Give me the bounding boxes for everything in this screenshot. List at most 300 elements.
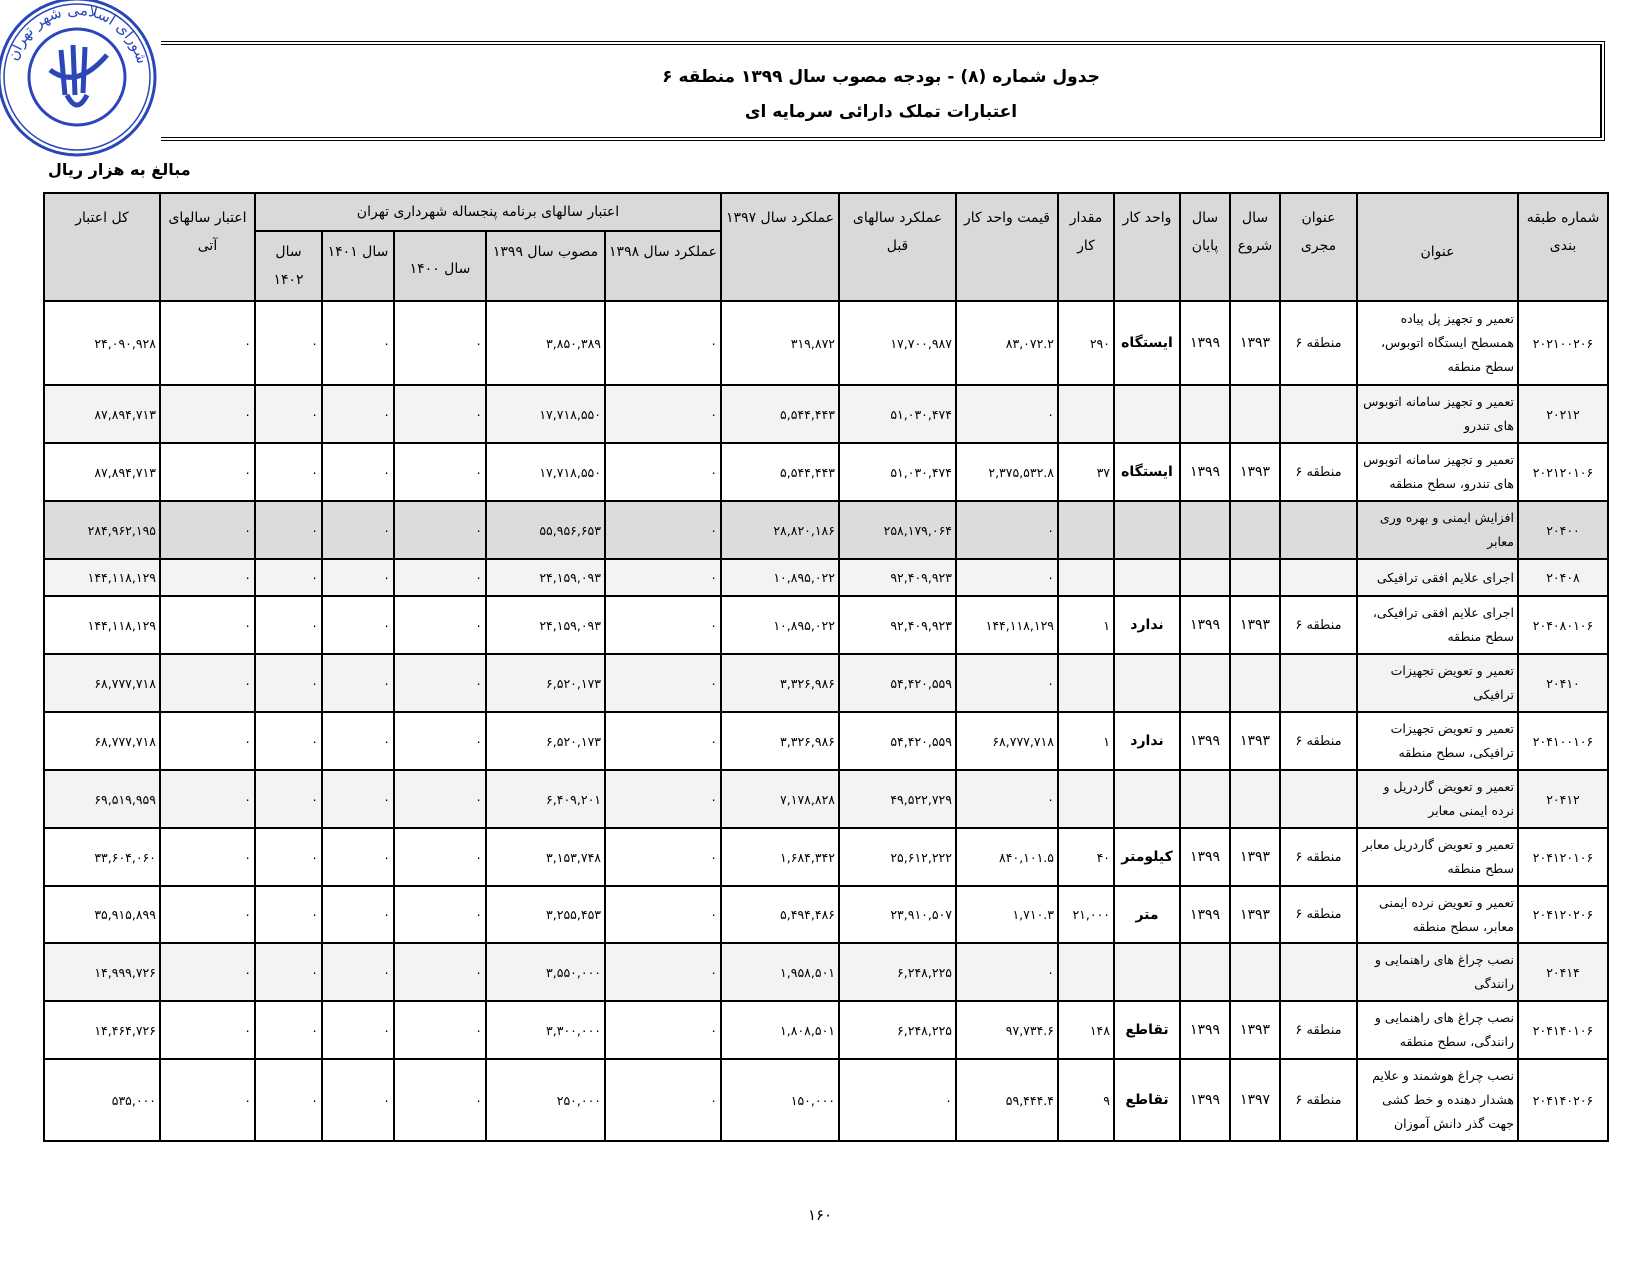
cell-value: ۰ [244, 849, 251, 865]
cell-value: ۰ [710, 1092, 717, 1108]
table-body [44, 301, 1608, 1141]
cell-future [160, 559, 255, 596]
cell-value: ۳۵,۹۱۵,۸۹۹ [94, 907, 156, 922]
cell-value: ۰ [710, 406, 717, 422]
cell-price [956, 886, 1058, 943]
cell-y1400 [394, 770, 486, 828]
cell-value: ۱,۹۵۸,۵۰۱ [780, 964, 835, 980]
cell-value: ۰ [244, 791, 251, 807]
budget-table [43, 192, 1609, 1142]
cell-code: ۲۰۴۱۲۰۱۰۶ [1518, 828, 1608, 886]
cell-y1401 [322, 559, 394, 596]
cell-future [160, 886, 255, 943]
cell-value: ۵۵,۹۵۶,۶۵۳ [539, 522, 601, 538]
cell-value: ۳,۳۰۰,۰۰۰ [546, 1022, 601, 1038]
cell-price [956, 596, 1058, 654]
cell-title: افزایش ایمنی و بهره وری معابر [1357, 501, 1518, 559]
cell-end [1180, 559, 1230, 596]
cell-future [160, 501, 255, 559]
cell-p1397 [721, 828, 839, 886]
cell-value: ۰ [710, 964, 717, 980]
cell-p1397 [721, 712, 839, 770]
cell-value: ۰ [383, 335, 390, 351]
cell-value: ۰ [311, 1022, 318, 1038]
title-box [161, 41, 1605, 141]
cell-code: ۲۰۴۱۴ [1518, 943, 1608, 1001]
cell-value: ۱ [1103, 733, 1110, 749]
cell-value: ۳,۳۲۶,۹۸۶ [780, 675, 835, 691]
cell-title: تعمیر و تجهیز سامانه اتوبوس های تندرو، سطح منطقه [1357, 443, 1518, 501]
cell-value: ۰ [475, 791, 482, 807]
cell-future [160, 301, 255, 385]
cell-end: ۱۳۹۹ [1180, 301, 1230, 385]
cell-future [160, 943, 255, 1001]
cell-value: ۱۷,۷۰۰,۹۸۷ [890, 335, 952, 351]
cell-value: ۰ [244, 733, 251, 749]
header-five-year-group: اعتبار سالهای برنامه پنجساله شهرداری تهران [255, 193, 721, 231]
cell-value: ۰ [311, 1092, 318, 1108]
cell-qty [1058, 301, 1114, 385]
header-work-qty: مقدار کار [1058, 193, 1114, 301]
cell-value: ۰ [311, 570, 318, 585]
cell-agency [1280, 501, 1357, 559]
cell-value: ۶۹,۵۱۹,۹۵۹ [94, 791, 156, 807]
cell-y1400 [394, 301, 486, 385]
cell-value: ۰ [710, 791, 717, 807]
table-row [44, 828, 1608, 886]
cell-value: ۹۲,۴۰۹,۹۲۳ [890, 570, 952, 585]
cell-future [160, 770, 255, 828]
cell-start: ۱۳۹۳ [1230, 301, 1280, 385]
cell-y1402 [255, 559, 322, 596]
header-agency: عنوان مجری [1280, 193, 1357, 301]
header-year-1400: سال ۱۴۰۰ [394, 231, 486, 301]
cell-code: ۲۰۴۱۲ [1518, 770, 1608, 828]
header-year-1401: سال ۱۴۰۱ [322, 231, 394, 301]
cell-start: ۱۳۹۳ [1230, 1001, 1280, 1059]
header-start-year: سال شروع [1230, 193, 1280, 301]
cell-value: ۰ [311, 675, 318, 691]
cell-p1397 [721, 1001, 839, 1059]
cell-p1397 [721, 559, 839, 596]
table-row [44, 770, 1608, 828]
cell-future [160, 712, 255, 770]
cell-value: ۰ [244, 907, 251, 922]
cell-end [1180, 943, 1230, 1001]
cell-p1398 [605, 828, 721, 886]
cell-start: ۱۳۹۳ [1230, 886, 1280, 943]
cell-value: ۰ [244, 570, 251, 585]
cell-unit [1114, 943, 1180, 1001]
cell-value: ۰ [383, 849, 390, 865]
cell-y1400 [394, 943, 486, 1001]
svg-text:شورای اسلامی شهر تهران: شورای اسلامی شهر تهران [3, 0, 152, 66]
cell-total [44, 301, 160, 385]
cell-prior [839, 301, 956, 385]
cell-title: نصب چراغ های راهنمایی و رانندگی [1357, 943, 1518, 1001]
cell-value: ۰ [710, 464, 717, 480]
cell-code: ۲۰۲۱۲ [1518, 385, 1608, 443]
cell-start: ۱۳۹۳ [1230, 596, 1280, 654]
cell-agency: منطقه ۶ [1280, 886, 1357, 943]
cell-agency: منطقه ۶ [1280, 828, 1357, 886]
cell-value: ۲۴,۱۵۹,۰۹۳ [539, 617, 601, 633]
cell-value: ۳,۵۵۰,۰۰۰ [546, 964, 601, 980]
cell-y1400 [394, 443, 486, 501]
cell-value: ۰ [710, 335, 717, 351]
table-row [44, 943, 1608, 1001]
cell-future [160, 654, 255, 712]
cell-value: ۱۷,۷۱۸,۵۵۰ [539, 464, 601, 480]
cell-a1399 [486, 559, 605, 596]
cell-value: ۲۱,۰۰۰ [1072, 907, 1110, 922]
cell-start [1230, 654, 1280, 712]
cell-value: ۰ [475, 617, 482, 633]
cell-value: ۰ [311, 617, 318, 633]
cell-p1397 [721, 596, 839, 654]
cell-future [160, 1059, 255, 1141]
cell-value: ۱۴,۴۶۴,۷۲۶ [94, 1022, 156, 1038]
cell-p1398 [605, 943, 721, 1001]
cell-a1399 [486, 501, 605, 559]
cell-code: ۲۰۴۰۸ [1518, 559, 1608, 596]
cell-agency [1280, 385, 1357, 443]
cell-agency [1280, 654, 1357, 712]
cell-end [1180, 501, 1230, 559]
cell-value: ۱۴۴,۱۱۸,۱۲۹ [87, 617, 156, 633]
cell-unit: ندارد [1114, 596, 1180, 654]
cell-a1399 [486, 385, 605, 443]
cell-value: ۰ [710, 522, 717, 538]
cell-value: ۱۴۸ [1089, 1022, 1110, 1038]
cell-value: ۰ [311, 335, 318, 351]
cell-price [956, 654, 1058, 712]
cell-qty [1058, 443, 1114, 501]
cell-total [44, 1059, 160, 1141]
cell-qty [1058, 1059, 1114, 1141]
cell-price [956, 1001, 1058, 1059]
cell-a1399 [486, 654, 605, 712]
cell-value: ۰ [475, 570, 482, 585]
cell-value: ۰ [710, 849, 717, 865]
cell-agency: منطقه ۶ [1280, 712, 1357, 770]
cell-start: ۱۳۹۳ [1230, 828, 1280, 886]
cell-value: ۷,۱۷۸,۸۲۸ [780, 791, 835, 807]
cell-y1401 [322, 654, 394, 712]
cell-value: ۱۴۴,۱۱۸,۱۲۹ [985, 617, 1054, 633]
cell-total [44, 886, 160, 943]
cell-y1400 [394, 712, 486, 770]
cell-end: ۱۳۹۹ [1180, 1059, 1230, 1141]
cell-y1402 [255, 1001, 322, 1059]
cell-value: ۰ [475, 406, 482, 422]
cell-y1400 [394, 1001, 486, 1059]
cell-value: ۹ [1103, 1092, 1110, 1108]
cell-value: ۰ [244, 1092, 251, 1108]
cell-y1402 [255, 385, 322, 443]
cell-qty [1058, 943, 1114, 1001]
cell-value: ۰ [475, 464, 482, 480]
cell-start: ۱۳۹۷ [1230, 1059, 1280, 1141]
cell-title: تعمیر و تعویض گاردریل معابر سطح منطقه [1357, 828, 1518, 886]
cell-qty [1058, 654, 1114, 712]
cell-value: ۰ [244, 1022, 251, 1038]
cell-value: ۹۷,۷۳۴.۶ [1005, 1022, 1054, 1038]
cell-y1400 [394, 501, 486, 559]
cell-value: ۳,۱۵۳,۷۴۸ [546, 849, 601, 865]
cell-agency [1280, 943, 1357, 1001]
cell-value: ۸۷,۸۹۴,۷۱۳ [94, 406, 156, 422]
cell-qty [1058, 712, 1114, 770]
cell-title: تعمیر و تعویض گاردریل و نرده ایمنی معابر [1357, 770, 1518, 828]
cell-y1401 [322, 1001, 394, 1059]
cell-y1402 [255, 301, 322, 385]
cell-future [160, 443, 255, 501]
cell-prior [839, 596, 956, 654]
cell-value: ۰ [311, 464, 318, 480]
cell-value: ۶,۴۰۹,۲۰۱ [546, 791, 601, 807]
cell-y1401 [322, 712, 394, 770]
cell-prior [839, 385, 956, 443]
cell-a1399 [486, 712, 605, 770]
cell-value: ۵۱,۰۳۰,۴۷۴ [890, 464, 952, 480]
cell-value: ۰ [710, 1022, 717, 1038]
cell-value: ۸۳,۰۷۲.۲ [1005, 335, 1054, 351]
cell-prior [839, 559, 956, 596]
cell-y1401 [322, 385, 394, 443]
cell-y1400 [394, 559, 486, 596]
cell-p1397 [721, 886, 839, 943]
cell-qty [1058, 770, 1114, 828]
cell-start: ۱۳۹۳ [1230, 712, 1280, 770]
cell-a1399 [486, 301, 605, 385]
table-row [44, 301, 1608, 385]
cell-unit: کیلومتر [1114, 828, 1180, 886]
cell-value: ۲۴,۰۹۰,۹۲۸ [94, 335, 156, 351]
cell-end: ۱۳۹۹ [1180, 596, 1230, 654]
cell-value: ۱۰,۸۹۵,۰۲۲ [773, 617, 835, 633]
cell-value: ۰ [383, 570, 390, 585]
cell-a1399 [486, 770, 605, 828]
cell-total [44, 712, 160, 770]
cell-y1402 [255, 654, 322, 712]
cell-value: ۶,۲۴۸,۲۲۵ [897, 1022, 952, 1038]
cell-value: ۰ [475, 1022, 482, 1038]
cell-value: ۲۳,۹۱۰,۵۰۷ [890, 907, 952, 922]
cell-end [1180, 770, 1230, 828]
cell-prior [839, 654, 956, 712]
cell-price [956, 443, 1058, 501]
table-title: جدول شماره (۸) - بودجه مصوب سال ۱۳۹۹ منطقه ۶ [662, 67, 1100, 87]
header-end-year: سال پایان [1180, 193, 1230, 301]
cell-price [956, 501, 1058, 559]
cell-value: ۰ [383, 1022, 390, 1038]
cell-start [1230, 770, 1280, 828]
cell-value: ۰ [710, 733, 717, 749]
cell-value: ۰ [475, 733, 482, 749]
cell-code: ۲۰۴۱۲۰۲۰۶ [1518, 886, 1608, 943]
cell-value: ۵,۴۹۴,۴۸۶ [780, 907, 835, 922]
cell-end [1180, 654, 1230, 712]
cell-value: ۰ [383, 406, 390, 422]
cell-value: ۰ [1047, 675, 1054, 691]
header-perf-1398: عملکرد سال ۱۳۹۸ [605, 231, 721, 301]
cell-qty [1058, 1001, 1114, 1059]
cell-future [160, 828, 255, 886]
table-row [44, 654, 1608, 712]
cell-total [44, 828, 160, 886]
table-row [44, 443, 1608, 501]
cell-p1397 [721, 943, 839, 1001]
cell-value: ۱۵۰,۰۰۰ [790, 1092, 835, 1108]
cell-value: ۱۴۴,۱۱۸,۱۲۹ [87, 570, 156, 585]
cell-unit: تقاطع [1114, 1001, 1180, 1059]
cell-y1401 [322, 301, 394, 385]
header-total: کل اعتبار [44, 193, 160, 301]
cell-p1398 [605, 385, 721, 443]
cell-value: ۰ [311, 791, 318, 807]
cell-qty [1058, 385, 1114, 443]
cell-value: ۴۹,۵۲۲,۷۲۹ [890, 791, 952, 807]
cell-code: ۲۰۴۰۰ [1518, 501, 1608, 559]
cell-value: ۰ [311, 733, 318, 749]
cell-value: ۰ [475, 675, 482, 691]
cell-total [44, 1001, 160, 1059]
cell-y1401 [322, 943, 394, 1001]
cell-agency: منطقه ۶ [1280, 301, 1357, 385]
cell-value: ۰ [311, 964, 318, 980]
cell-value: ۲,۳۷۵,۵۳۲.۸ [988, 464, 1054, 480]
cell-p1398 [605, 443, 721, 501]
cell-value: ۵۴,۴۲۰,۵۵۹ [890, 733, 952, 749]
cell-unit [1114, 501, 1180, 559]
cell-value: ۰ [475, 522, 482, 538]
cell-p1398 [605, 501, 721, 559]
cell-value: ۶,۲۴۸,۲۲۵ [897, 964, 952, 980]
cell-qty [1058, 828, 1114, 886]
cell-p1397 [721, 654, 839, 712]
cell-p1398 [605, 654, 721, 712]
cell-total [44, 596, 160, 654]
cell-value: ۰ [383, 791, 390, 807]
cell-price [956, 559, 1058, 596]
cell-start [1230, 501, 1280, 559]
cell-value: ۱,۷۱۰.۳ [1012, 907, 1054, 922]
cell-value: ۰ [710, 675, 717, 691]
cell-y1400 [394, 828, 486, 886]
cell-unit [1114, 385, 1180, 443]
cell-p1398 [605, 770, 721, 828]
cell-value: ۵۳۵,۰۰۰ [111, 1092, 156, 1108]
cell-y1402 [255, 943, 322, 1001]
cell-value: ۶۸,۷۷۷,۷۱۸ [94, 733, 156, 749]
cell-p1397 [721, 501, 839, 559]
header-prior-years: عملکرد سالهای قبل [839, 193, 956, 301]
cell-p1397 [721, 1059, 839, 1141]
cell-price [956, 301, 1058, 385]
cell-a1399 [486, 596, 605, 654]
table-row [44, 385, 1608, 443]
table-row [44, 501, 1608, 559]
cell-agency: منطقه ۶ [1280, 1059, 1357, 1141]
cell-value: ۰ [244, 617, 251, 633]
cell-end: ۱۳۹۹ [1180, 712, 1230, 770]
cell-value: ۰ [383, 617, 390, 633]
cell-qty [1058, 559, 1114, 596]
cell-p1397 [721, 301, 839, 385]
cell-y1400 [394, 385, 486, 443]
cell-start [1230, 559, 1280, 596]
cell-unit: تقاطع [1114, 1059, 1180, 1141]
cell-qty [1058, 501, 1114, 559]
cell-total [44, 501, 160, 559]
cell-start [1230, 943, 1280, 1001]
cell-price [956, 385, 1058, 443]
cell-y1401 [322, 1059, 394, 1141]
table-row [44, 559, 1608, 596]
cell-prior [839, 501, 956, 559]
cell-prior [839, 886, 956, 943]
cell-future [160, 1001, 255, 1059]
cell-value: ۱,۶۸۴,۳۴۲ [780, 849, 835, 865]
cell-value: ۵۱,۰۳۰,۴۷۴ [890, 406, 952, 422]
cell-value: ۰ [383, 733, 390, 749]
cell-value: ۲۵۸,۱۷۹,۰۶۴ [883, 522, 952, 538]
cell-prior [839, 443, 956, 501]
cell-title: تعمیر و تجهیز پل پیاده همسطح ایستگاه اتوبوس، سطح منطقه [1357, 301, 1518, 385]
cell-value: ۰ [1047, 522, 1054, 538]
table-row [44, 1001, 1608, 1059]
cell-value: ۰ [1047, 791, 1054, 807]
cell-value: ۰ [475, 964, 482, 980]
cell-value: ۲۵,۶۱۲,۲۲۲ [890, 849, 952, 865]
cell-end: ۱۳۹۹ [1180, 828, 1230, 886]
cell-code: ۲۰۴۱۴۰۲۰۶ [1518, 1059, 1608, 1141]
cell-title: نصب چراغ های راهنمایی و رانندگی، سطح منطقه [1357, 1001, 1518, 1059]
cell-value: ۰ [244, 406, 251, 422]
cell-unit [1114, 770, 1180, 828]
cell-value: ۲۸,۸۲۰,۱۸۶ [773, 522, 835, 538]
cell-value: ۰ [244, 964, 251, 980]
cell-value: ۶۸,۷۷۷,۷۱۸ [94, 675, 156, 691]
cell-value: ۳,۳۲۶,۹۸۶ [780, 733, 835, 749]
cell-future [160, 596, 255, 654]
cell-total [44, 654, 160, 712]
cell-qty [1058, 596, 1114, 654]
cell-total [44, 770, 160, 828]
cell-prior [839, 828, 956, 886]
cell-value: ۵۹,۴۴۴.۴ [1005, 1092, 1054, 1108]
cell-total [44, 443, 160, 501]
cell-y1402 [255, 501, 322, 559]
cell-y1401 [322, 770, 394, 828]
cell-y1402 [255, 712, 322, 770]
cell-qty [1058, 886, 1114, 943]
cell-value: ۰ [1047, 406, 1054, 422]
cell-prior [839, 1059, 956, 1141]
cell-end [1180, 385, 1230, 443]
cell-p1397 [721, 443, 839, 501]
cell-a1399 [486, 886, 605, 943]
cell-p1398 [605, 1001, 721, 1059]
cell-value: ۶,۵۲۰,۱۷۳ [546, 733, 601, 749]
cell-p1398 [605, 559, 721, 596]
cell-total [44, 385, 160, 443]
cell-value: ۱,۸۰۸,۵۰۱ [780, 1022, 835, 1038]
cell-y1400 [394, 1059, 486, 1141]
cell-value: ۰ [383, 907, 390, 922]
cell-start: ۱۳۹۳ [1230, 443, 1280, 501]
